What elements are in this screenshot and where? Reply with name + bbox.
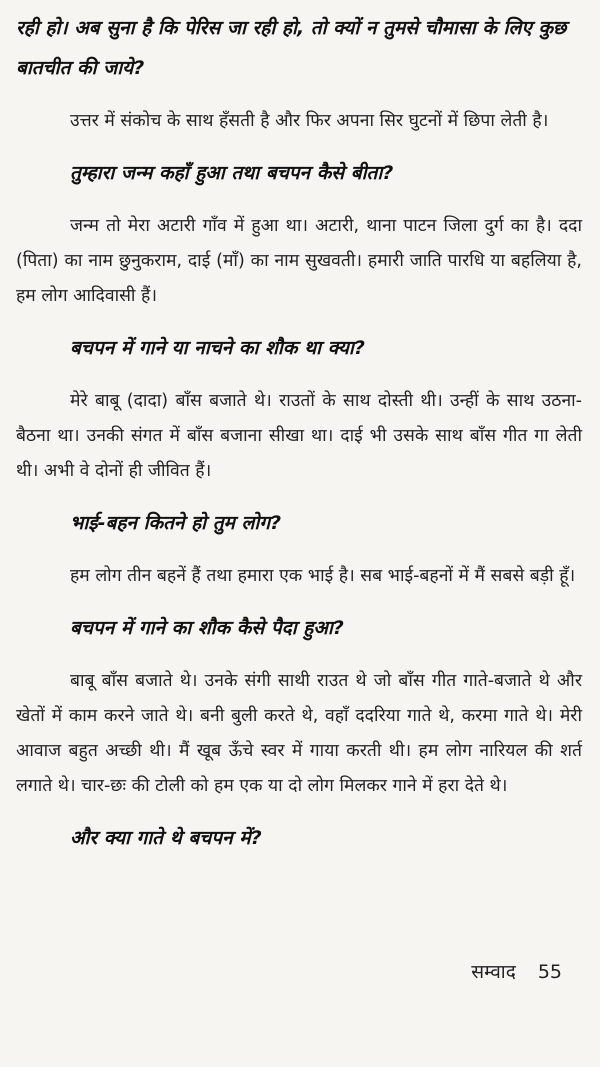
- answer-1: जन्म तो मेरा अटारी गाँव में हुआ था। अटारी, थाना पाटन जिला दुर्ग का है। ददा (पिता) का नाम छुनुकराम, दाई (माँ) का नाम सुखवती। हमारी जाति पारधि या बहलिया है, हम लोग आदिवासी हैं।: [16, 216, 582, 306]
- answer-2: मेरे बाबू (दादा) बाँस बजाते थे। राउतों के साथ दोस्ती थी। उन्हीं के साथ उठना-बैठना था। उनकी संगत में बाँस बजाना सीखा था। दाई भी उसके साथ बाँस गीत गा लेती थी। अभी वे दोनों ही जीवित हैं।: [16, 391, 582, 481]
- page-number: 55: [537, 961, 562, 983]
- question-3: भाई-बहन कितने हो तुम लोग?: [70, 512, 282, 534]
- intro-question: रही हो। अब सुना है कि पेरिस जा रही हो, तो क्यों न तुमसे चौमासा के लिए कुछ बातचीत की जाये?: [16, 17, 567, 79]
- intro-answer: उत्तर में संकोच के साथ हँसती है और फिर अपना सिर घुटनों में छिपा लेती है।: [70, 111, 549, 131]
- page-footer: [471, 958, 562, 984]
- section-title: सम्वाद: [471, 961, 516, 983]
- book-page: [16, 8, 582, 858]
- final-question: और क्या गाते थे बचपन में?: [70, 827, 262, 849]
- answer-4: बाबू बाँस बजाते थे। उनके संगी साथी राउत थे जो बाँस गीत गाते-बजाते थे और खेतों में काम करने जाते थे। बनी बुली करते थे, वहाँ ददरिया गाते थे, करमा गाते थे। मेरी आवाज बहुत अच्छी थी। मैं खूब ऊँचे स्वर में गाया करती थी। हम लोग नारियल की शर्त लगाते थे। चार-छः की टोली को हम एक या दो लोग मिलकर गाने में हरा देते थे।: [16, 671, 582, 796]
- question-2: बचपन में गाने या नाचने का शौक था क्या?: [70, 337, 365, 359]
- answer-3: हम लोग तीन बहनें हैं तथा हमारा एक भाई है। सब भाई-बहनों में मैं सबसे बड़ी हूँ।: [70, 566, 576, 586]
- question-1: तुम्हारा जन्म कहाँ हुआ तथा बचपन कैसे बीता?: [70, 162, 394, 184]
- question-4: बचपन में गाने का शौक कैसे पैदा हुआ?: [70, 617, 344, 639]
